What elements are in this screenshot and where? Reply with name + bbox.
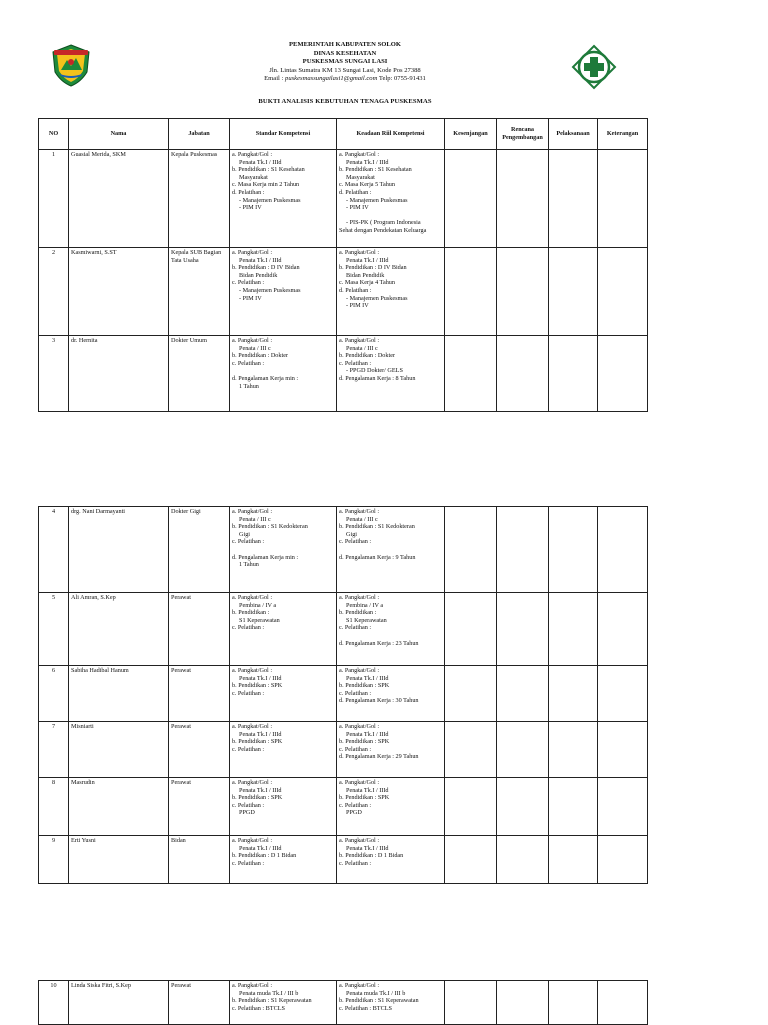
cell-kesenjangan — [445, 666, 497, 722]
cell-keadaan-line: Pembina / IV a — [346, 601, 384, 609]
cell-standar — [230, 836, 337, 884]
cell-keadaan-line: a. Pangkat/Gol : — [339, 779, 380, 786]
cell-standar-line: c. Masa Kerja min 2 Tahun — [232, 181, 300, 189]
cell-standar-line: b. Pendidikan : Dokter — [232, 352, 289, 360]
cell-keadaan-line: a. Pangkat/Gol : — [339, 151, 380, 158]
col-keterangan: Keterangan — [598, 119, 648, 150]
cell-pelaksanaan — [549, 507, 598, 593]
cell-keadaan-line: b. Pendidikan : S1 Keperawatan — [339, 997, 419, 1005]
cell-pelaksanaan — [549, 722, 598, 778]
cell-keadaan-line: - PIS-PK ( Program Indonesia — [346, 219, 421, 227]
cell-standar-line: b. Pendidikan : S1 Kesehatan — [232, 166, 305, 174]
cell-keadaan-line: Bidan Pendidik — [346, 271, 385, 279]
cell-rencana — [497, 593, 549, 666]
cell-standar-line: Penata / III c — [239, 344, 271, 352]
col-keadaan: Keadaan Riil Kompetensi — [337, 119, 445, 150]
table-row — [39, 507, 648, 593]
cell-keterangan — [598, 593, 648, 666]
cell-pelaksanaan — [549, 150, 598, 248]
cell-jabatan-line: Tata Usaha — [171, 256, 199, 264]
cell-jabatan-line: Perawat — [171, 594, 191, 601]
cell-keterangan — [598, 981, 648, 1025]
cell-standar-line: b. Pendidikan : SPK — [232, 738, 283, 746]
cell-standar-line: c. Pelatihan : BTCLS — [232, 1004, 285, 1012]
cell-nama: Sabiha Hadibal Hanum — [69, 666, 169, 722]
cell-standar-line: 1 Tahun — [239, 561, 259, 569]
cell-standar-line: a. Pangkat/Gol : — [232, 982, 273, 989]
cell-jabatan — [169, 507, 230, 593]
cell-keadaan-line: S1 Keperawatan — [346, 616, 387, 624]
cell-standar-line: b. Pendidikan : D IV Bidan — [232, 264, 300, 272]
cell-pelaksanaan — [549, 836, 598, 884]
cell-keterangan — [598, 248, 648, 336]
table-row — [39, 981, 648, 1025]
cell-jabatan-line: Dokter Gigi — [171, 508, 201, 515]
cell-keadaan-line: d. Pengalaman Kerja : 8 Tahun — [339, 374, 416, 382]
cell-rencana — [497, 666, 549, 722]
cell-standar-line: c. Pelatihan : — [232, 689, 265, 697]
cell-nama: Masrudin — [69, 778, 169, 836]
cell-standar-line: - PIM IV — [239, 294, 262, 302]
cell-jabatan — [169, 722, 230, 778]
cell-kesenjangan — [445, 507, 497, 593]
cell-keadaan-line: b. Pendidikan : — [339, 609, 377, 617]
cell-standar-line: a. Pangkat/Gol : — [232, 151, 273, 158]
cell-keadaan — [337, 666, 445, 722]
col-nama: Nama — [69, 119, 169, 150]
cell-jabatan — [169, 336, 230, 412]
cell-keadaan-line: a. Pangkat/Gol : — [339, 982, 380, 989]
cell-standar-line: Penata Tk.I / IIId — [239, 844, 282, 852]
cell-keadaan-line: Penata Tk.I / IIId — [346, 844, 389, 852]
cell-keadaan-line: Penata / III c — [346, 344, 378, 352]
letterhead — [200, 41, 490, 84]
col-standar: Standar Kompetensi — [230, 119, 337, 150]
cell-keadaan — [337, 507, 445, 593]
cell-standar-line: S1 Keperawatan — [239, 616, 280, 624]
cell-kesenjangan — [445, 778, 497, 836]
cell-rencana — [497, 150, 549, 248]
cell-keadaan-line: d. Pelatihan : — [339, 286, 372, 294]
cell-standar — [230, 981, 337, 1025]
cell-rencana — [497, 981, 549, 1025]
col-rencana: Rencana Pengembangan — [497, 119, 549, 150]
cell-jabatan-line: Kepala Puskesmas — [171, 151, 218, 158]
cell-kesenjangan — [445, 836, 497, 884]
table-header-row — [39, 119, 648, 150]
cell-pelaksanaan — [549, 248, 598, 336]
cell-keadaan-line: Penata Tk.I / IIId — [346, 730, 389, 738]
table-row — [39, 593, 648, 666]
cell-keterangan — [598, 666, 648, 722]
cell-standar-line: c. Pelatihan : — [232, 801, 265, 809]
cell-standar-line: - PIM IV — [239, 204, 262, 212]
table-row — [39, 336, 648, 412]
cell-keadaan-line: - Manajemen Puskesmas — [346, 294, 408, 302]
cell-standar-line: Pembina / IV a — [239, 601, 277, 609]
cell-keadaan — [337, 836, 445, 884]
cell-standar — [230, 507, 337, 593]
cell-nama: drg. Nani Darmayanti — [69, 507, 169, 593]
cell-jabatan — [169, 150, 230, 248]
cell-standar-line: b. Pendidikan : SPK — [232, 682, 283, 690]
cell-standar-line: b. Pendidikan : S1 Kedokteran — [232, 523, 308, 531]
table-row — [39, 248, 648, 336]
cell-pelaksanaan — [549, 666, 598, 722]
cell-keadaan-line: a. Pangkat/Gol : — [339, 667, 380, 674]
cell-keadaan-line: b. Pendidikan : SPK — [339, 738, 390, 746]
cell-keadaan-line: b. Pendidikan : SPK — [339, 794, 390, 802]
cell-keadaan-line: - PIM IV — [346, 204, 369, 212]
cell-rencana — [497, 836, 549, 884]
cell-no: 9 — [39, 836, 69, 884]
address: Jln. Lintas Sumatra KM 13 Sungai Lasi, Kode Pos 27388 — [269, 66, 421, 74]
cell-keterangan — [598, 836, 648, 884]
cell-pelaksanaan — [549, 593, 598, 666]
cell-no: 8 — [39, 778, 69, 836]
cell-standar-line: c. Pelatihan : — [232, 359, 265, 367]
cell-standar-line: c. Pelatihan : — [232, 538, 265, 546]
cell-standar — [230, 722, 337, 778]
puskesmas-logo — [571, 44, 617, 90]
cell-no: 4 — [39, 507, 69, 593]
cell-keadaan-line: c. Pelatihan : BTCLS — [339, 1004, 392, 1012]
cell-keterangan — [598, 778, 648, 836]
cell-jabatan-line: Kepala SUB Bagian — [171, 249, 222, 256]
cell-kesenjangan — [445, 981, 497, 1025]
cell-jabatan-line: Bidan — [171, 837, 186, 844]
cell-keadaan — [337, 248, 445, 336]
cell-keadaan-line: Penata / III c — [346, 515, 378, 523]
cell-standar — [230, 150, 337, 248]
cell-rencana — [497, 336, 549, 412]
table-row — [39, 778, 648, 836]
cell-pelaksanaan — [549, 981, 598, 1025]
cell-keadaan-line: c. Pelatihan : — [339, 538, 372, 546]
cell-jabatan-line: Perawat — [171, 723, 191, 730]
cell-standar-line: a. Pangkat/Gol : — [232, 594, 273, 601]
cell-nama: dr. Hernita — [69, 336, 169, 412]
cell-jabatan-line: Perawat — [171, 982, 191, 989]
cell-keadaan-line: - PPGD Dokter/ GELS — [346, 367, 403, 375]
cell-keadaan — [337, 150, 445, 248]
cell-keadaan-line: c. Pelatihan : — [339, 359, 372, 367]
cell-keadaan-line: a. Pangkat/Gol : — [339, 249, 380, 256]
dept-name: DINAS KESEHATAN — [313, 49, 377, 57]
cell-standar-line: Penata Tk.I / IIId — [239, 786, 282, 794]
cell-keadaan-line — [339, 212, 442, 220]
cell-keadaan-line: b. Pendidikan : D IV Bidan — [339, 264, 407, 272]
cell-keterangan — [598, 507, 648, 593]
cell-standar-line: c. Pelatihan : — [232, 624, 265, 632]
cell-standar-line: d. Pengalaman Kerja min : — [232, 553, 299, 561]
cell-keadaan-line: a. Pangkat/Gol : — [339, 837, 380, 844]
cell-keadaan — [337, 722, 445, 778]
cell-standar-line: a. Pangkat/Gol : — [232, 337, 273, 344]
cell-keadaan-line: c. Masa Kerja 5 Tahun — [339, 181, 395, 189]
competency-table-continued-2 — [38, 980, 648, 1025]
cell-no: 2 — [39, 248, 69, 336]
table-row — [39, 836, 648, 884]
cell-standar-line — [232, 367, 334, 375]
cell-keadaan-line: PPGD — [346, 809, 362, 817]
contact-line: Email : puskesmassungailasi1@gmail.com Telp: 0755-91431 — [264, 75, 426, 83]
cell-rencana — [497, 722, 549, 778]
cell-keadaan-line: b. Pendidikan : Dokter — [339, 352, 396, 360]
cell-keadaan-line: c. Pelatihan : — [339, 689, 372, 697]
cell-keadaan-line: a. Pangkat/Gol : — [339, 508, 380, 515]
cell-kesenjangan — [445, 722, 497, 778]
cell-kesenjangan — [445, 336, 497, 412]
cell-pelaksanaan — [549, 336, 598, 412]
cell-keadaan-line: Penata muda Tk.I / III b — [346, 989, 406, 997]
cell-keadaan — [337, 778, 445, 836]
cell-standar-line: a. Pangkat/Gol : — [232, 667, 273, 674]
cell-jabatan — [169, 593, 230, 666]
cell-keadaan-line — [339, 546, 442, 554]
cell-standar-line — [232, 546, 334, 554]
cell-standar-line: c. Pelatihan : — [232, 859, 265, 867]
cell-keadaan-line — [339, 632, 442, 640]
cell-keadaan-line: b. Pendidikan : D 1 Bidan — [339, 852, 404, 860]
cell-standar-line: b. Pendidikan : S1 Keperawatan — [232, 997, 312, 1005]
cell-keadaan-line: d. Pengalaman Kerja : 29 Tahun — [339, 753, 419, 761]
cell-standar-line: Masyarakat — [239, 173, 268, 181]
cell-keadaan-line: a. Pangkat/Gol : — [339, 723, 380, 730]
gov-name: PEMERINTAH KABUPATEN SOLOK — [288, 41, 402, 48]
cell-keadaan-line: b. Pendidikan : S1 Kedokteran — [339, 523, 415, 531]
cell-keadaan-line: c. Pelatihan : — [339, 859, 372, 867]
cell-standar-line: Penata Tk.I / IIId — [239, 730, 282, 738]
cell-keadaan-line: Penata Tk.I / IIId — [346, 158, 389, 166]
cell-keadaan-line: d. Pengalaman Kerja : 23 Tahun — [339, 639, 419, 647]
cell-keterangan — [598, 336, 648, 412]
cell-standar-line: Penata Tk.I / IIId — [239, 256, 282, 264]
cell-standar-line: Penata Tk.I / IIId — [239, 674, 282, 682]
cell-standar — [230, 248, 337, 336]
cell-jabatan — [169, 778, 230, 836]
table-row — [39, 722, 648, 778]
kabupaten-solok-logo — [48, 42, 94, 88]
cell-no: 1 — [39, 150, 69, 248]
cell-jabatan-line: Perawat — [171, 667, 191, 674]
cell-nama: Guasial Merida, SKM — [69, 150, 169, 248]
cell-keadaan-line: d. Pengalaman Kerja : 30 Tahun — [339, 697, 419, 705]
cell-standar-line: a. Pangkat/Gol : — [232, 249, 273, 256]
cell-keadaan-line: - PIM IV — [346, 302, 369, 310]
cell-standar — [230, 778, 337, 836]
cell-standar-line: a. Pangkat/Gol : — [232, 837, 273, 844]
cell-keadaan-line: Penata Tk.I / IIId — [346, 674, 389, 682]
cell-kesenjangan — [445, 150, 497, 248]
cell-jabatan — [169, 836, 230, 884]
cell-standar-line: a. Pangkat/Gol : — [232, 723, 273, 730]
cell-keadaan-line: a. Pangkat/Gol : — [339, 337, 380, 344]
cell-nama: Misniarti — [69, 722, 169, 778]
cell-standar-line: Penata muda Tk.I / III b — [239, 989, 299, 997]
cell-keadaan — [337, 336, 445, 412]
cell-standar-line: a. Pangkat/Gol : — [232, 779, 273, 786]
cell-keadaan-line: Masyarakat — [346, 173, 375, 181]
cell-standar-line: Penata / III c — [239, 515, 271, 523]
cell-keterangan — [598, 722, 648, 778]
col-no: NO — [39, 119, 69, 150]
cell-jabatan — [169, 248, 230, 336]
cell-rencana — [497, 248, 549, 336]
cell-standar-line: Penata Tk.I / IIId — [239, 158, 282, 166]
cell-keadaan-line: c. Pelatihan : — [339, 624, 372, 632]
cell-standar-line: b. Pendidikan : D 1 Bidan — [232, 852, 297, 860]
cell-nama: Linda Siska Fitri, S.Kep — [69, 981, 169, 1025]
cell-standar-line: b. Pendidikan : SPK — [232, 794, 283, 802]
cell-standar — [230, 593, 337, 666]
cell-keadaan-line: c. Masa Kerja 4 Tahun — [339, 279, 395, 287]
table-row — [39, 150, 648, 248]
cell-standar-line: - Manajemen Puskesmas — [239, 196, 301, 204]
cell-standar-line: Gigi — [239, 530, 251, 538]
cell-keadaan-line: a. Pangkat/Gol : — [339, 594, 380, 601]
competency-table-continued — [38, 506, 648, 884]
cell-standar-line: d. Pelatihan : — [232, 188, 265, 196]
cell-keadaan-line: c. Pelatihan : — [339, 745, 372, 753]
cell-keadaan — [337, 593, 445, 666]
cell-standar-line: a. Pangkat/Gol : — [232, 508, 273, 515]
cell-standar-line: PPGD — [239, 809, 255, 817]
cell-keterangan — [598, 150, 648, 248]
col-jabatan: Jabatan — [169, 119, 230, 150]
cell-jabatan — [169, 981, 230, 1025]
cell-keadaan-line: Gigi — [346, 530, 358, 538]
col-kesenjangan: Kesenjangan — [445, 119, 497, 150]
table-row — [39, 666, 648, 722]
cell-pelaksanaan — [549, 778, 598, 836]
cell-no: 3 — [39, 336, 69, 412]
cell-jabatan-line: Perawat — [171, 779, 191, 786]
cell-keadaan-line: Penata Tk.I / IIId — [346, 256, 389, 264]
cell-keadaan-line: d. Pelatihan : — [339, 188, 372, 196]
puskesmas-name: PUSKESMAS SUNGAI LASI — [302, 58, 388, 66]
cell-keadaan-line: c. Pelatihan : — [339, 801, 372, 809]
cell-standar — [230, 666, 337, 722]
cell-standar-line: - Manajemen Puskesmas — [239, 286, 301, 294]
cell-keadaan-line: d. Pengalaman Kerja : 9 Tahun — [339, 553, 416, 561]
cell-no: 5 — [39, 593, 69, 666]
cell-no: 6 — [39, 666, 69, 722]
cell-standar-line: c. Pelatihan : — [232, 279, 265, 287]
cell-standar-line: c. Pelatihan : — [232, 745, 265, 753]
col-pelaksanaan: Pelaksanaan — [549, 119, 598, 150]
cell-standar-line: 1 Tahun — [239, 382, 259, 390]
cell-keadaan-line: Sehat dengan Pendekatan Keluarga — [339, 226, 427, 234]
cell-kesenjangan — [445, 248, 497, 336]
email-value: puskesmassungailasi1@gmail.com — [285, 75, 378, 83]
cell-keadaan-line: Penata Tk.I / IIId — [346, 786, 389, 794]
cell-keadaan-line: - Manajemen Puskesmas — [346, 196, 408, 204]
cell-nama: Erti Yusni — [69, 836, 169, 884]
cell-no: 7 — [39, 722, 69, 778]
cell-standar — [230, 336, 337, 412]
cell-rencana — [497, 778, 549, 836]
cell-nama: Ali Amran, S.Kep — [69, 593, 169, 666]
cell-standar-line: Bidan Pendidik — [239, 271, 278, 279]
cell-rencana — [497, 507, 549, 593]
cell-standar-line: b. Pendidikan : — [232, 609, 270, 617]
cell-jabatan — [169, 666, 230, 722]
competency-table — [38, 118, 648, 412]
cell-kesenjangan — [445, 593, 497, 666]
document-title: BUKTI ANALISIS KEBUTUHAN TENAGA PUSKESMAS — [258, 98, 432, 105]
cell-keadaan-line: b. Pendidikan : SPK — [339, 682, 390, 690]
cell-nama: Kasmiwarni, S.ST — [69, 248, 169, 336]
cell-jabatan-line: Dokter Umum — [171, 337, 207, 344]
cell-no: 10 — [39, 981, 69, 1025]
cell-standar-line: d. Pengalaman Kerja min : — [232, 374, 299, 382]
cell-keadaan-line: b. Pendidikan : S1 Kesehatan — [339, 166, 412, 174]
cell-keadaan — [337, 981, 445, 1025]
